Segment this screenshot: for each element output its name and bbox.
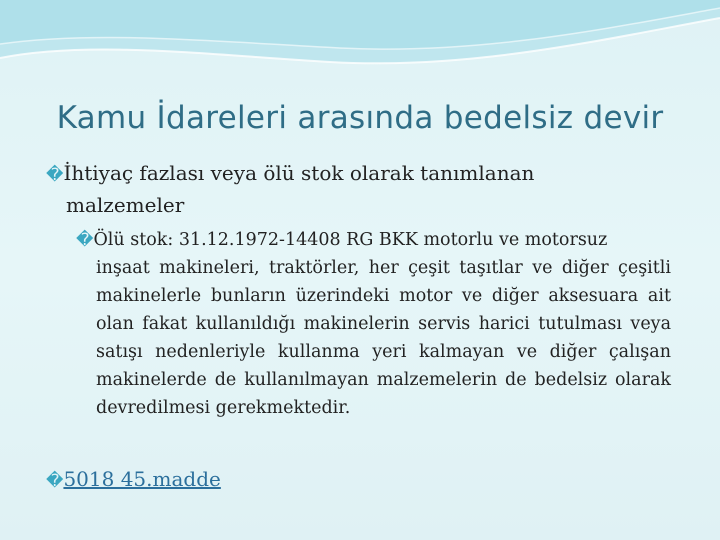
bullet-icon-2: � <box>46 471 64 491</box>
bullet-item-2 <box>46 464 686 496</box>
decorative-wave <box>0 0 720 80</box>
bullet-icon: � <box>46 165 64 185</box>
bullet-1-line-1: İhtiyaç fazlası veya ölü stok olarak tanımlanan <box>63 161 535 185</box>
bullet-1-line-2: malzemeler <box>66 193 185 217</box>
sub-bullet-icon: � <box>76 230 94 250</box>
sub-bullet-first-line: Ölü stok: 31.12.1972-14408 RG BKK motorlu ve motorsuz <box>93 230 608 250</box>
bullet-item-1 <box>46 158 686 220</box>
sub-bullet-item <box>76 226 671 422</box>
slide-title: Kamu İdareleri arasında bedelsiz devir <box>56 100 664 136</box>
law-reference-link[interactable]: 5018 45.madde <box>63 467 221 491</box>
sub-bullet-body: inşaat makineleri, traktörler, her çeşit taşıtlar ve diğer çeşitli makinelerle bunların üzerindeki motor ve diğer aksesuara ait olan fakat kullanıldığı makinelerin servis harici tutulması veya satışı nedenleriyle kullanma yeri kalmayan ve diğer çalışan makinelerde de kullanılmayan malzemelerin de bedelsiz olarak devredilmesi gerekmektedir. <box>96 258 671 418</box>
